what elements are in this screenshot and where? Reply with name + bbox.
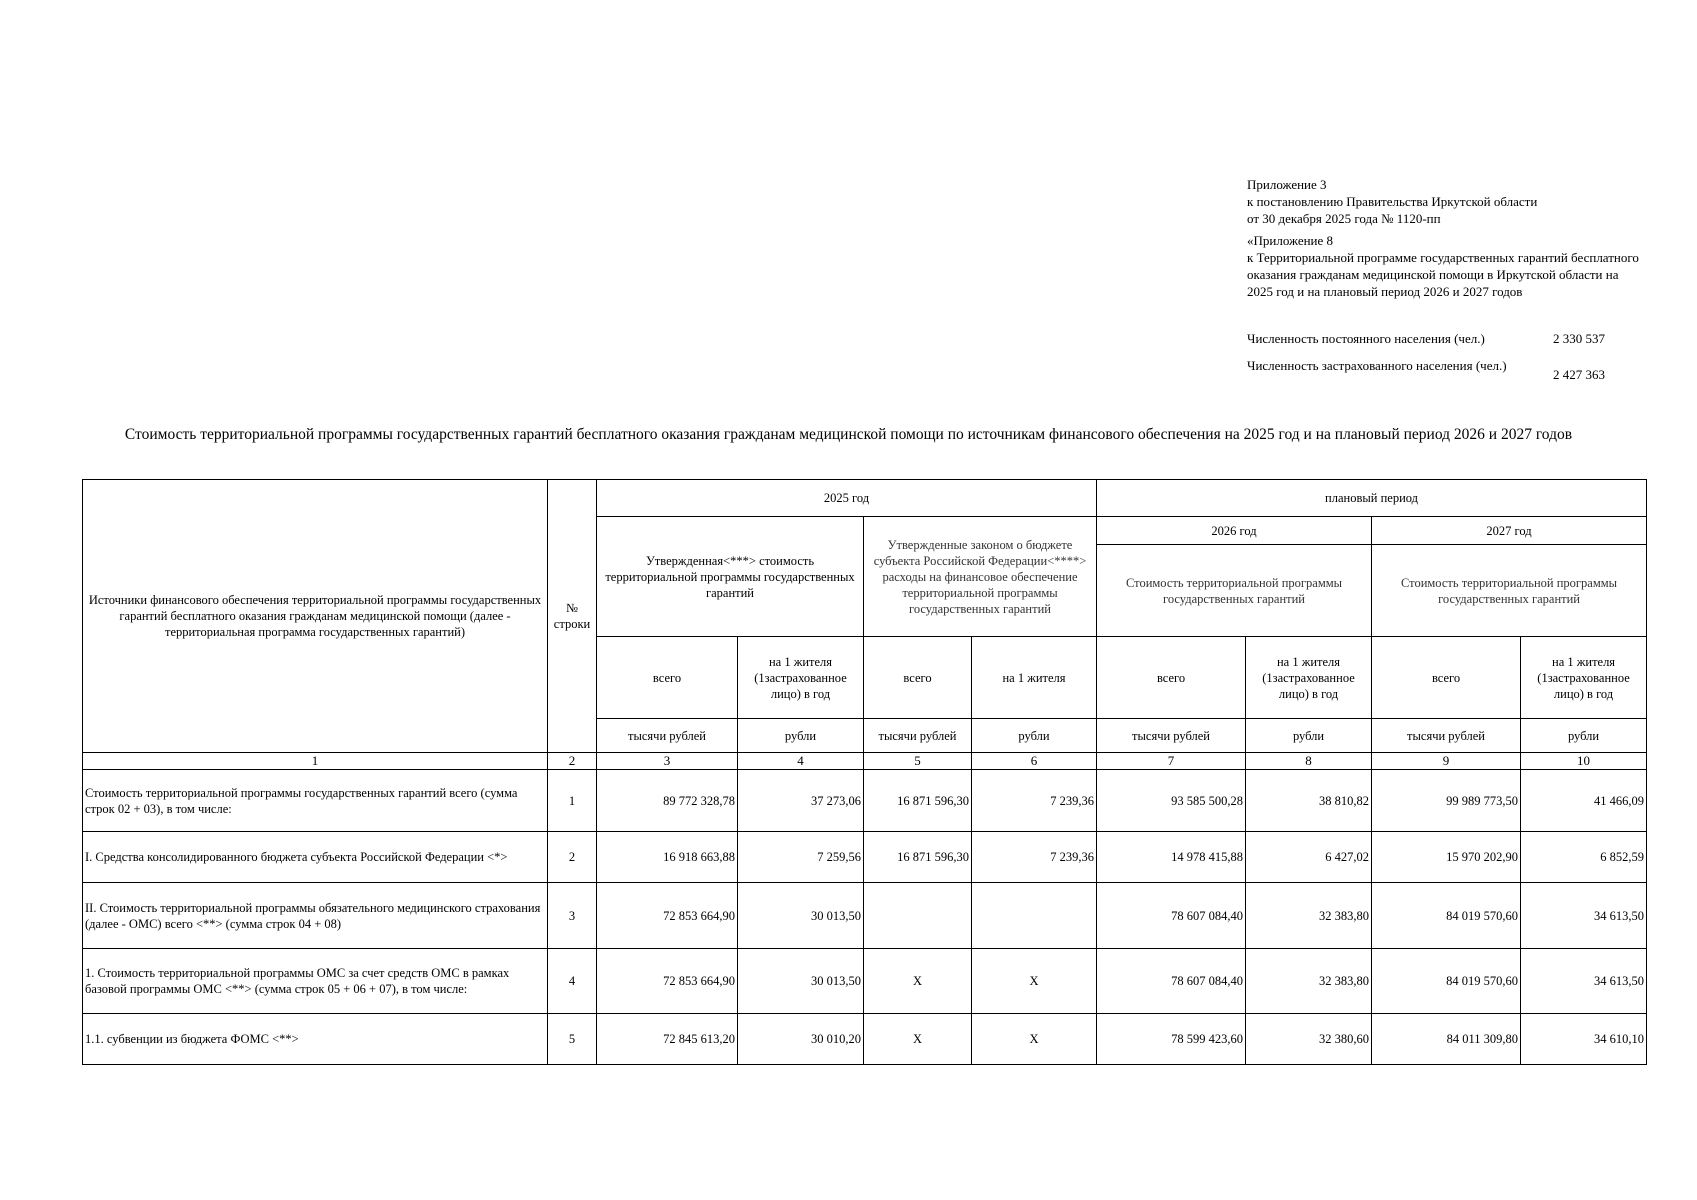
cell-value: 32 380,60 [1246,1014,1372,1065]
unit-label: тысячи рублей [1097,719,1246,753]
cell-value: Х [864,949,972,1014]
cell-value: 16 918 663,88 [597,832,738,883]
column-number: 10 [1521,753,1647,770]
cell-value: 89 772 328,78 [597,770,738,832]
header-planned-period: плановый период [1097,480,1647,517]
cell-value: 30 013,50 [738,883,864,949]
cell-value: 7 239,36 [972,832,1097,883]
cell-value: 16 871 596,30 [864,770,972,832]
cell-value: 84 011 309,80 [1372,1014,1521,1065]
column-number: 7 [1097,753,1246,770]
unit-label: тысячи рублей [1372,719,1521,753]
header-total: всего [864,637,972,719]
table-row [83,770,1647,832]
header-per-resident-insured: на 1 жителя (1застрахованное лицо) в год [1246,637,1372,719]
row-name: 1. Стоимость территориальной программы ОМС за счет средств ОМС в рамках базовой программы ОМС <**> (сумма строк 05 + 06 + 07), в том числе: [83,949,548,1014]
cell-value: 84 019 570,60 [1372,949,1521,1014]
column-number: 3 [597,753,738,770]
cell-value: 41 466,09 [1521,770,1647,832]
cell-value: Х [972,1014,1097,1065]
header-cost-2027: Стоимость территориальной программы государственных гарантий [1372,545,1647,637]
cell-value: 32 383,80 [1246,883,1372,949]
cell-value: 72 853 664,90 [597,883,738,949]
cell-value [864,883,972,949]
row-name: II. Стоимость территориальной программы обязательного медицинского страхования (далее - ОМС) всего <**> (сумма строк 04 + 08) [83,883,548,949]
header-per-resident-insured: на 1 жителя (1застрахованное лицо) в год [1521,637,1647,719]
document-title: Стоимость территориальной программы государственных гарантий бесплатного оказания гражданам медицинской помощи по источникам финансового обеспечения на 2025 год и на плановый период 2026 и 2027 годов [124,426,1573,443]
column-number: 5 [864,753,972,770]
cell-value: 34 613,50 [1521,949,1647,1014]
financing-table [82,479,1647,1065]
cell-value [972,883,1097,949]
cell-value: Х [972,949,1097,1014]
cell-value: 72 845 613,20 [597,1014,738,1065]
unit-label: тысячи рублей [864,719,972,753]
cell-value: 14 978 415,88 [1097,832,1246,883]
header-line-no: № строки [548,480,597,753]
table-row [83,1014,1647,1065]
header-total: всего [1097,637,1246,719]
cell-value: 16 871 596,30 [864,832,972,883]
header-year-2025: 2025 год [597,480,1097,517]
cell-value: 72 853 664,90 [597,949,738,1014]
row-number: 3 [548,883,597,949]
appendix-line: к Территориальной программе государственных гарантий бесплатного оказания гражданам медицинской помощи в Иркутской области на 2025 год и на плановый период 2026 и 2027 годов [1247,250,1639,299]
unit-label: тысячи рублей [597,719,738,753]
header-cost-2026: Стоимость территориальной программы государственных гарантий [1097,545,1372,637]
unit-label: рубли [1246,719,1372,753]
cell-value: 78 599 423,60 [1097,1014,1246,1065]
row-name: Стоимость территориальной программы государственных гарантий всего (сумма строк 02 + 03), в том числе: [83,770,548,832]
cell-value: 7 259,56 [738,832,864,883]
unit-label: рубли [972,719,1097,753]
column-number: 1 [83,753,548,770]
unit-label: рубли [738,719,864,753]
header-approved-cost: Утвержденная<***> стоимость территориальной программы государственных гарантий [597,517,864,637]
header-total: всего [597,637,738,719]
population-permanent-label: Численность постоянного населения (чел.) [1247,331,1485,346]
row-number: 2 [548,832,597,883]
row-number: 5 [548,1014,597,1065]
cell-value: 15 970 202,90 [1372,832,1521,883]
cell-value: 37 273,06 [738,770,864,832]
cell-value: 34 610,10 [1521,1014,1647,1065]
cell-value: 34 613,50 [1521,883,1647,949]
cell-value: 30 013,50 [738,949,864,1014]
cell-value: 30 010,20 [738,1014,864,1065]
appendix-line: от 30 декабря 2025 года № 1120-пп [1247,211,1441,226]
population-insured-value: 2 427 363 [1553,367,1605,382]
appendix-block [1247,176,1647,300]
row-number: 4 [548,949,597,1014]
cell-value: 6 427,02 [1246,832,1372,883]
cell-value: Х [864,1014,972,1065]
appendix-line: Приложение 3 [1247,177,1327,192]
cell-value: 84 019 570,60 [1372,883,1521,949]
appendix-line: «Приложение 8 [1247,233,1334,248]
header-year-2026: 2026 год [1097,517,1372,545]
column-number: 8 [1246,753,1372,770]
row-number: 1 [548,770,597,832]
column-number: 2 [548,753,597,770]
header-per-resident-insured: на 1 жителя (1застрахованное лицо) в год [738,637,864,719]
cell-value: 78 607 084,40 [1097,883,1246,949]
cell-value: 93 585 500,28 [1097,770,1246,832]
row-name: I. Средства консолидированного бюджета субъекта Российской Федерации <*> [83,832,548,883]
column-number: 9 [1372,753,1521,770]
cell-value: 7 239,36 [972,770,1097,832]
header-per-resident: на 1 жителя [972,637,1097,719]
header-year-2027: 2027 год [1372,517,1647,545]
header-total: всего [1372,637,1521,719]
population-permanent-value: 2 330 537 [1553,331,1605,346]
cell-value: 38 810,82 [1246,770,1372,832]
cell-value: 32 383,80 [1246,949,1372,1014]
unit-label: рубли [1521,719,1647,753]
table-row [83,883,1647,949]
row-name: 1.1. субвенции из бюджета ФОМС <**> [83,1014,548,1065]
column-number: 4 [738,753,864,770]
cell-value: 78 607 084,40 [1097,949,1246,1014]
cell-value: 99 989 773,50 [1372,770,1521,832]
header-sources: Источники финансового обеспечения территориальной программы государственных гарантий бесплатного оказания гражданам медицинской помощи (далее - территориальная программа государственных гарантий) [83,480,548,753]
population-insured-label: Численность застрахованного населения (чел.) [1247,358,1507,373]
cell-value: 6 852,59 [1521,832,1647,883]
table-row [83,949,1647,1014]
appendix-line: к постановлению Правительства Иркутской области [1247,194,1538,209]
table-row [83,832,1647,883]
header-law-expenses: Утвержденные законом о бюджете субъекта Российской Федерации<****> расходы на финансовое обеспечение территориальной программы государственных гарантий [864,517,1097,637]
column-number: 6 [972,753,1097,770]
